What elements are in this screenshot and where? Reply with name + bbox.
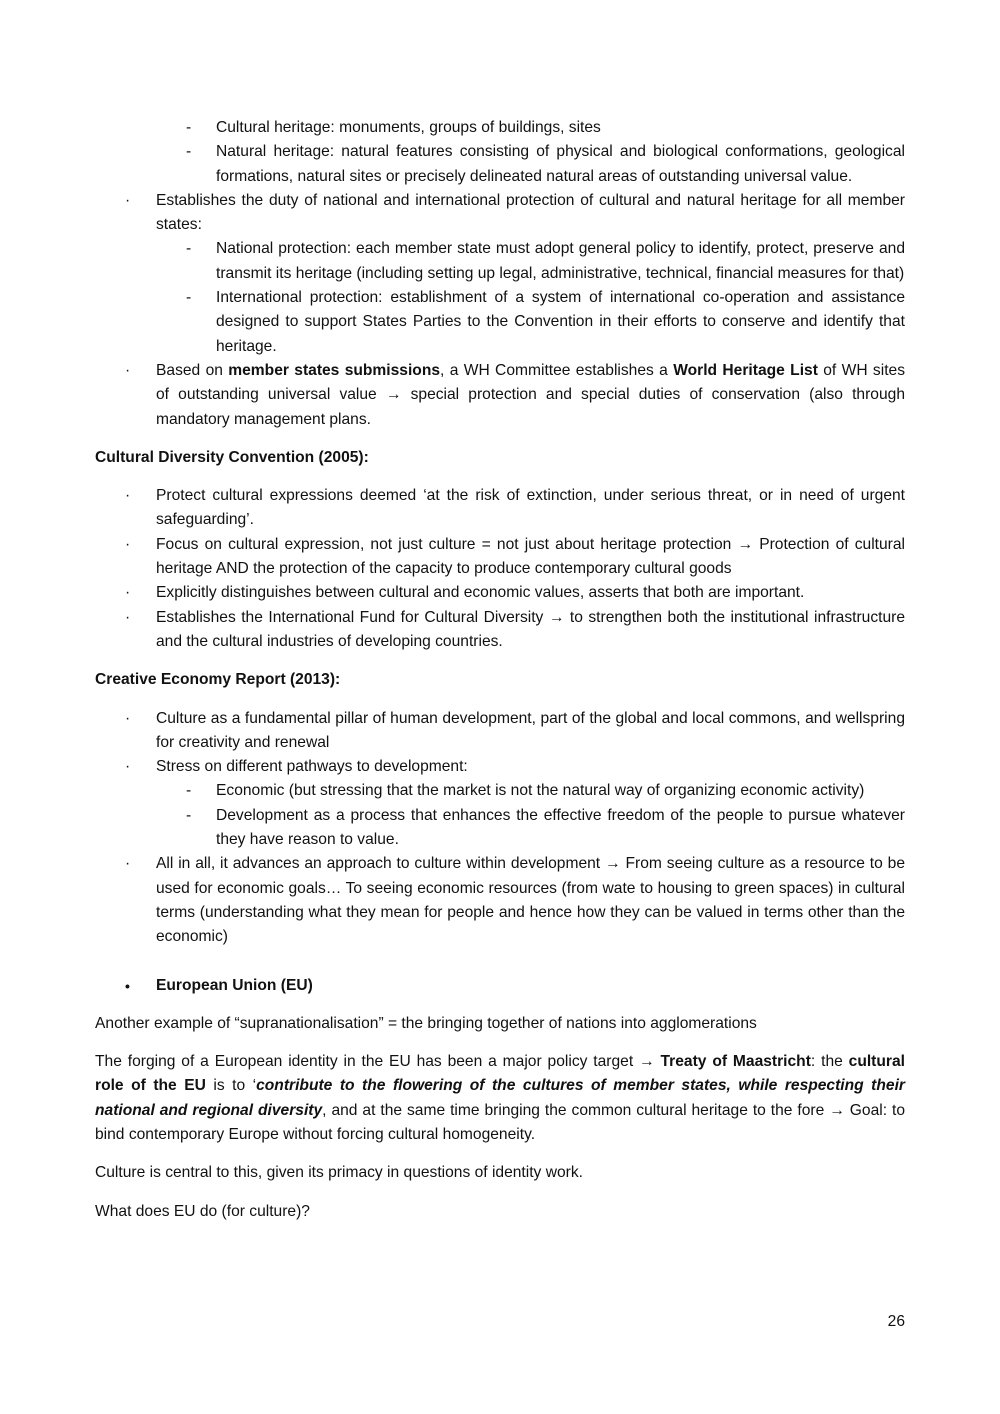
dot-marker: · bbox=[125, 487, 131, 505]
list-item: - Economic (but stressing that the market is not the natural way of organizing economic activity) bbox=[95, 779, 905, 803]
list-item: · Stress on different pathways to development: bbox=[95, 755, 905, 779]
list-item: · All in all, it advances an approach to culture within development → From seeing culture as a resource to be used for economic goals… To seeing economic resources (from wate to housing to green spaces) in cultural terms (understanding what they mean for people and hence how they can be valued in terms other than the economic) bbox=[95, 852, 905, 949]
section-heading-creative-economy: Creative Economy Report (2013): bbox=[95, 671, 341, 689]
dot-marker: · bbox=[125, 535, 131, 553]
list-item: - Development as a process that enhances the effective freedom of the people to pursue whatever they have reason to value. bbox=[95, 804, 905, 853]
dash-marker: - bbox=[186, 240, 192, 258]
bullet-marker: • bbox=[125, 977, 130, 994]
creative-list bbox=[95, 707, 905, 950]
list-item: · Establishes the International Fund for Cultural Diversity → to strengthen both the institutional infrastructure and the cultural industries of developing countries. bbox=[95, 606, 905, 655]
section-heading-diversity: Cultural Diversity Convention (2005): bbox=[95, 448, 369, 466]
list-item: - Natural heritage: natural features consisting of physical and biological conformations, geological formations, natural sites or precisely delineated natural areas of outstanding universal value. bbox=[95, 140, 905, 189]
dot-marker: · bbox=[125, 758, 131, 776]
list-item: - Cultural heritage: monuments, groups of buildings, sites bbox=[95, 116, 905, 140]
diversity-list bbox=[95, 484, 905, 654]
list-item: · Explicitly distinguishes between cultural and economic values, asserts that both are important. bbox=[95, 581, 905, 605]
list-item: · Focus on cultural expression, not just culture = not just about heritage protection → Protection of cultural heritage AND the protection of the capacity to produce contemporary cultural goods bbox=[95, 533, 905, 582]
page-number: 26 bbox=[887, 1313, 905, 1330]
list-item: · Culture as a fundamental pillar of human development, part of the global and local commons, and wellspring for creativity and renewal bbox=[95, 707, 905, 756]
dash-marker: - bbox=[186, 143, 192, 161]
dash-marker: - bbox=[186, 289, 192, 307]
list-item: - International protection: establishment of a system of international co-operation and assistance designed to support States Parties to the Convention in their efforts to conserve and identify that heritage. bbox=[95, 286, 905, 359]
dot-marker: · bbox=[125, 855, 131, 873]
paragraph-supranationalisation: Another example of “supranationalisation” = the bringing together of nations into agglomerations bbox=[95, 1014, 757, 1032]
list-item: · Establishes the duty of national and international protection of cultural and natural heritage for all member states: bbox=[95, 189, 905, 238]
paragraph-question: What does EU do (for culture)? bbox=[95, 1202, 310, 1220]
list-item: - National protection: each member state must adopt general policy to identify, protect, preserve and transmit its heritage (including setting up legal, administrative, technical, financial measures for that) bbox=[95, 237, 905, 286]
dot-marker: · bbox=[125, 584, 131, 602]
dot-marker: · bbox=[125, 608, 131, 626]
unesco-list bbox=[95, 116, 905, 432]
section-heading-eu: • European Union (EU) bbox=[95, 974, 905, 998]
dot-marker: · bbox=[125, 191, 131, 209]
list-item-wh-list: · Based on member states submissions, a WH Committee establishes a World Heritage List of WH sites of outstanding universal value → special protection and special duties of conservation (also through mandatory management plans. bbox=[95, 359, 905, 432]
dash-marker: - bbox=[186, 782, 192, 800]
list-item: · Protect cultural expressions deemed ‘at the risk of extinction, under serious threat, or in need of urgent safeguarding’. bbox=[95, 484, 905, 533]
paragraph-culture-central: Culture is central to this, given its primacy in questions of identity work. bbox=[95, 1164, 583, 1182]
dash-marker: - bbox=[186, 119, 192, 136]
document-page bbox=[95, 116, 905, 1224]
dash-marker: - bbox=[186, 806, 192, 824]
paragraph-maastricht: The forging of a European identity in the EU has been a major policy target → Treaty of Maastricht: the cultural role of the EU is to ‘contribute to the flowering of the cultures of member states, while respecting their national and regional diversity, and at the same time bringing the common cultural heritage to the fore → Goal: to bind contemporary Europe without forcing cultural homogeneity. bbox=[95, 1053, 905, 1143]
dot-marker: · bbox=[125, 709, 131, 727]
dot-marker: · bbox=[125, 361, 131, 379]
